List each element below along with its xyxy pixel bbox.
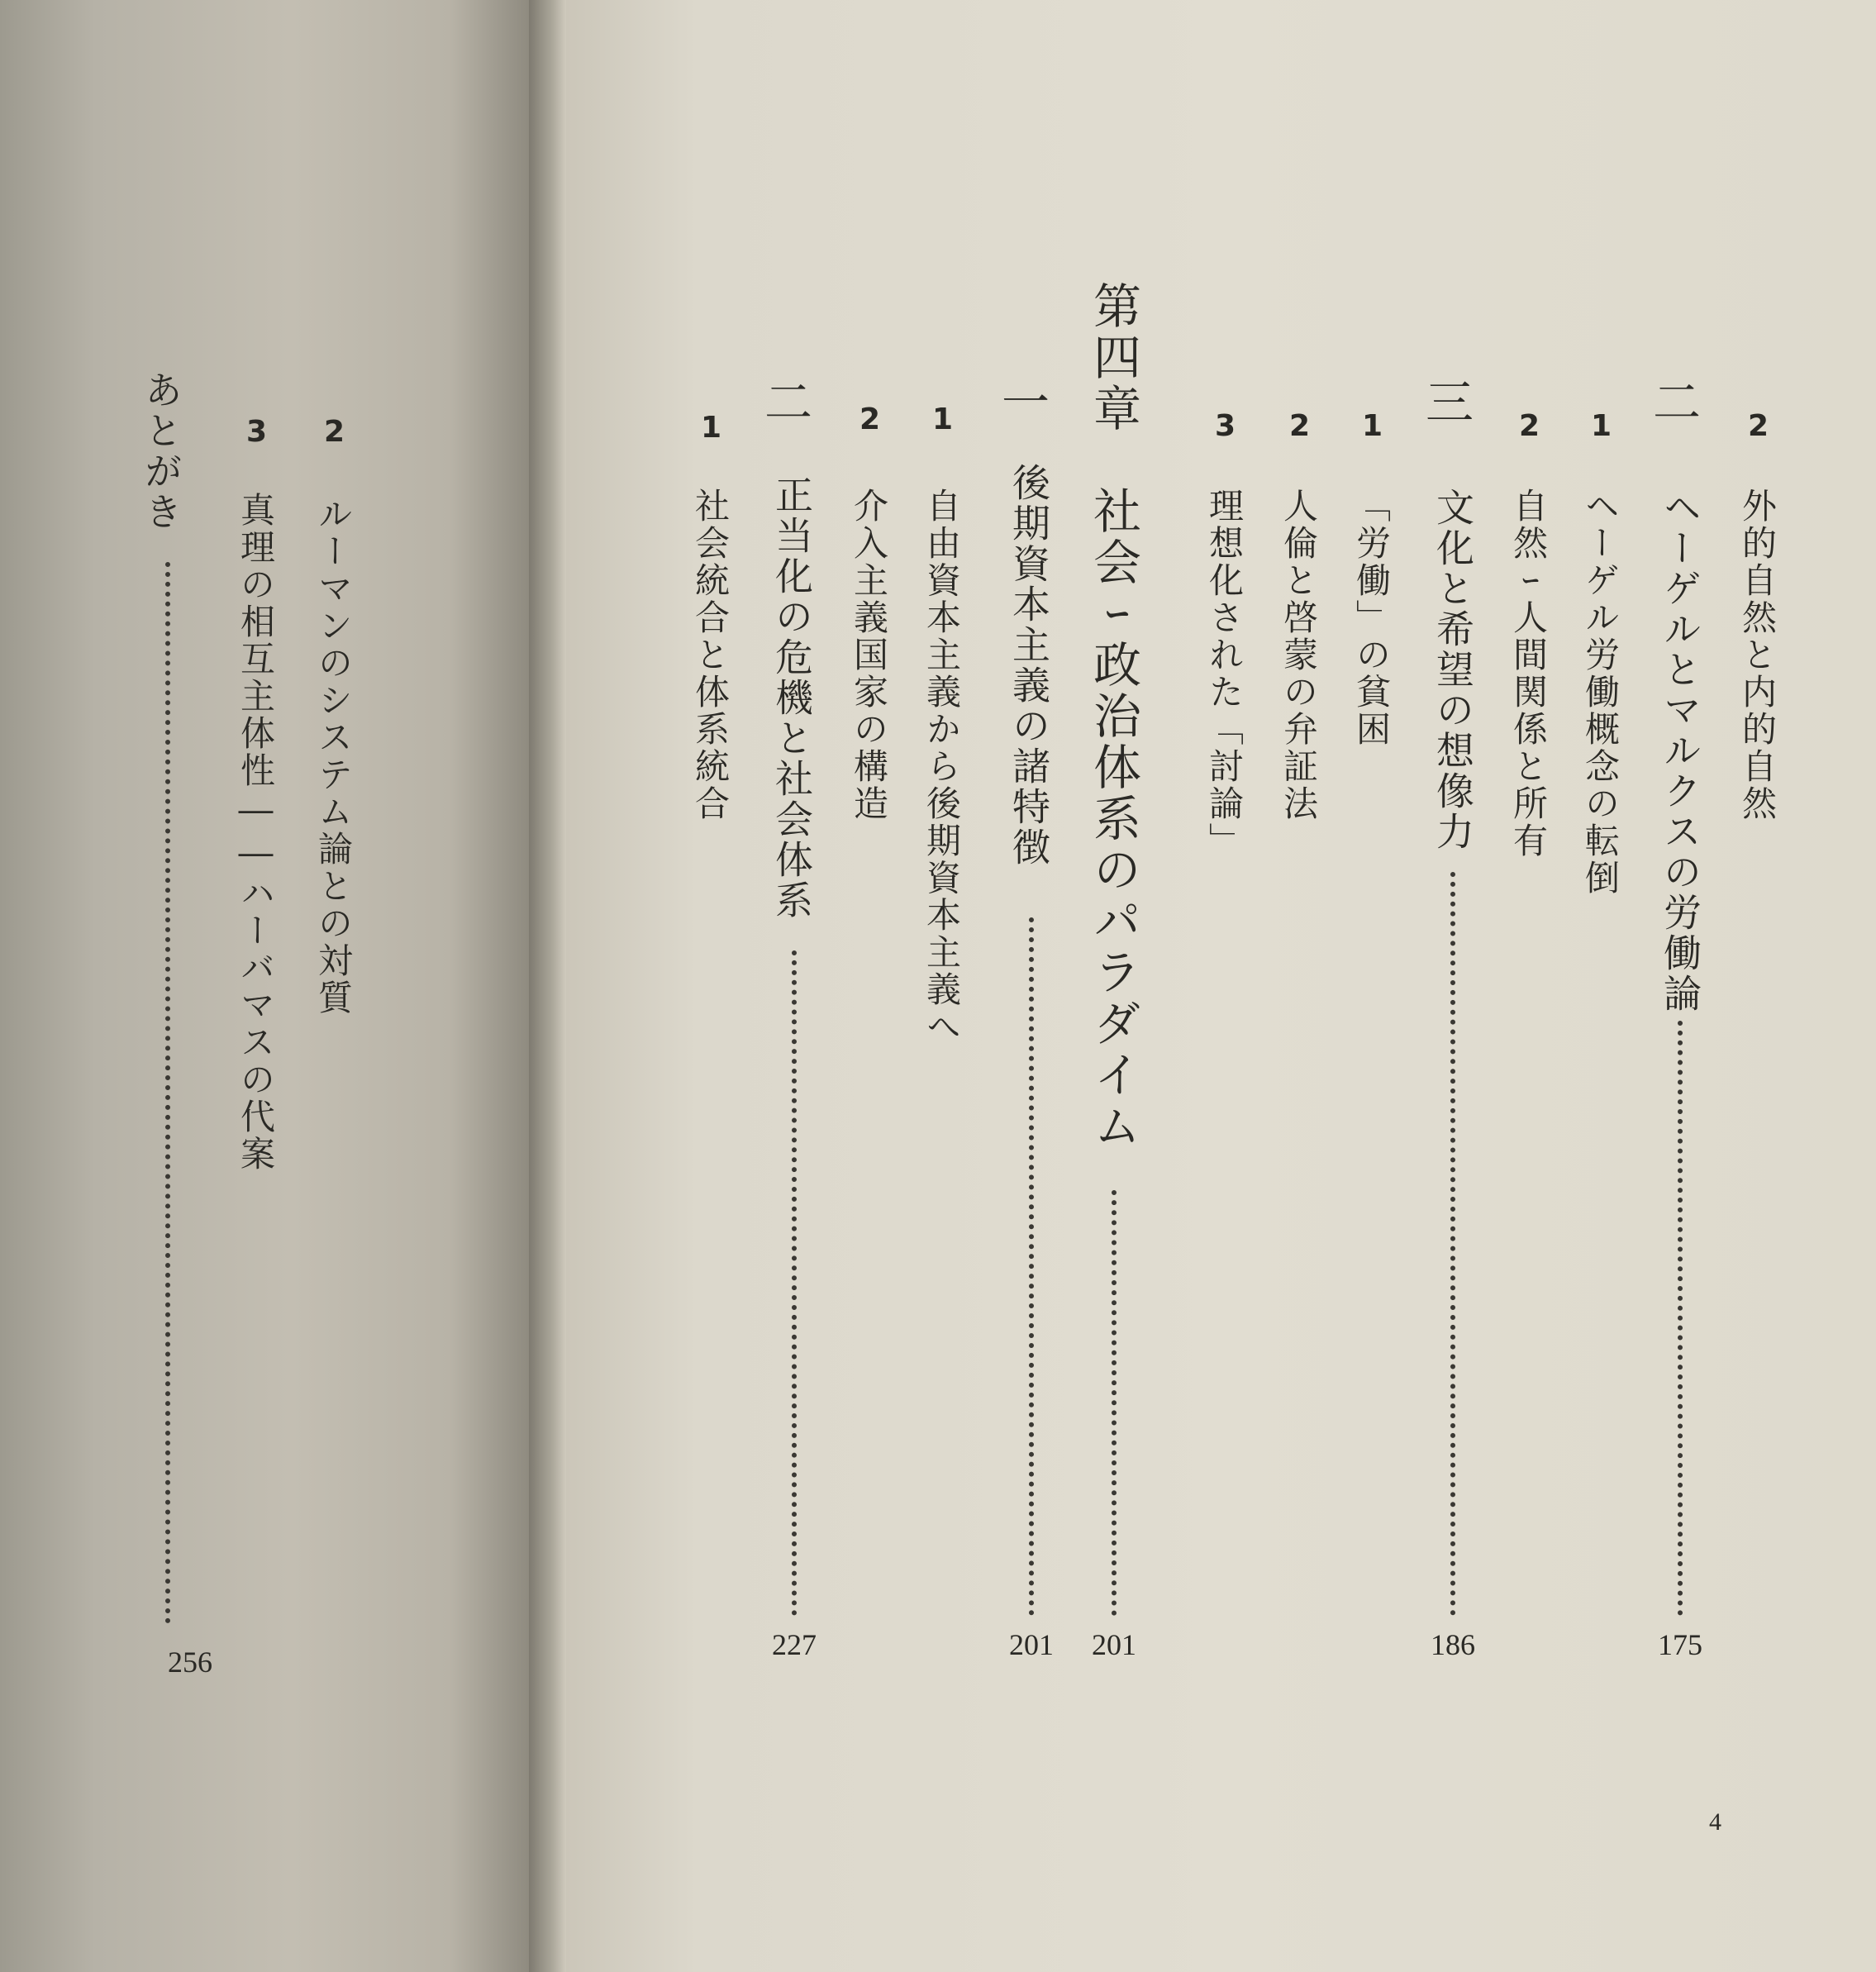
toc-section-title: 文化と希望の想像力	[1431, 488, 1475, 852]
toc-entry-title: 社会統合と体系統合	[690, 488, 731, 822]
dot-leader	[1029, 917, 1039, 1616]
dot-leader	[792, 950, 802, 1616]
toc-entry-title: 理想化された「討論」	[1204, 488, 1245, 860]
toc-number: 2	[1519, 409, 1540, 443]
page-number: 227	[772, 1628, 817, 1661]
dot-leader	[1450, 872, 1460, 1616]
toc-entry-title: ヘーゲル労働概念の転倒	[1580, 488, 1621, 897]
toc-number: 3	[1215, 409, 1236, 443]
toc-number: 1	[1591, 409, 1612, 443]
afterword-title: あとがき	[139, 370, 183, 532]
toc-section-title: 後期資本主義の諸特徴	[1007, 463, 1051, 868]
toc-number: 2	[859, 402, 881, 436]
page-number: 175	[1658, 1628, 1702, 1661]
toc-section-title: ヘーゲルとマルクスの労働論	[1658, 488, 1702, 1014]
page-number: 201	[1009, 1628, 1054, 1661]
toc-number: 1	[1362, 409, 1383, 443]
toc-number: 1	[701, 411, 722, 445]
toc-entry-title: ルーマンのシステム論との対質	[313, 496, 354, 1017]
toc-number: 2	[1748, 409, 1769, 443]
dot-leader	[165, 562, 175, 1624]
dot-leader	[1112, 1190, 1121, 1616]
toc-entry-title: 自由資本主義から後期資本主義へ	[921, 488, 962, 1046]
chapter-title: 第四章 社会ｰ政治体系のパラダイム	[1085, 281, 1141, 1152]
toc-section-number: 二	[764, 374, 813, 431]
toc-number: 3	[246, 415, 268, 449]
toc-entry-title: 人倫と啓蒙の弁証法	[1278, 488, 1319, 822]
toc-section-title: 正当化の危機と社会体系	[769, 475, 814, 921]
toc-entry-title: 外的自然と内的自然	[1737, 488, 1778, 822]
book-gutter	[529, 0, 566, 1972]
toc-entry-title: 真理の相互主体性――ハーバマスの代案	[236, 492, 276, 1173]
folio-page-number: 4	[1709, 1808, 1721, 1836]
toc-entry-title: 「労働」の貧困	[1351, 488, 1392, 748]
page-number: 201	[1092, 1628, 1136, 1661]
toc-number: 2	[1289, 409, 1311, 443]
toc-section-number: 一	[1002, 374, 1050, 431]
toc-entry-title: 介入主義国家の構造	[849, 488, 889, 822]
toc-number: 1	[932, 402, 954, 436]
dot-leader	[1678, 1021, 1688, 1616]
page-number: 186	[1431, 1628, 1475, 1661]
toc-section-number: 三	[1426, 374, 1474, 431]
toc-number: 2	[324, 415, 345, 449]
toc-entry-title: 自然ｰ人間関係と所有	[1508, 488, 1549, 860]
page-number: 256	[168, 1646, 212, 1679]
toc-section-number: 二	[1653, 374, 1702, 431]
